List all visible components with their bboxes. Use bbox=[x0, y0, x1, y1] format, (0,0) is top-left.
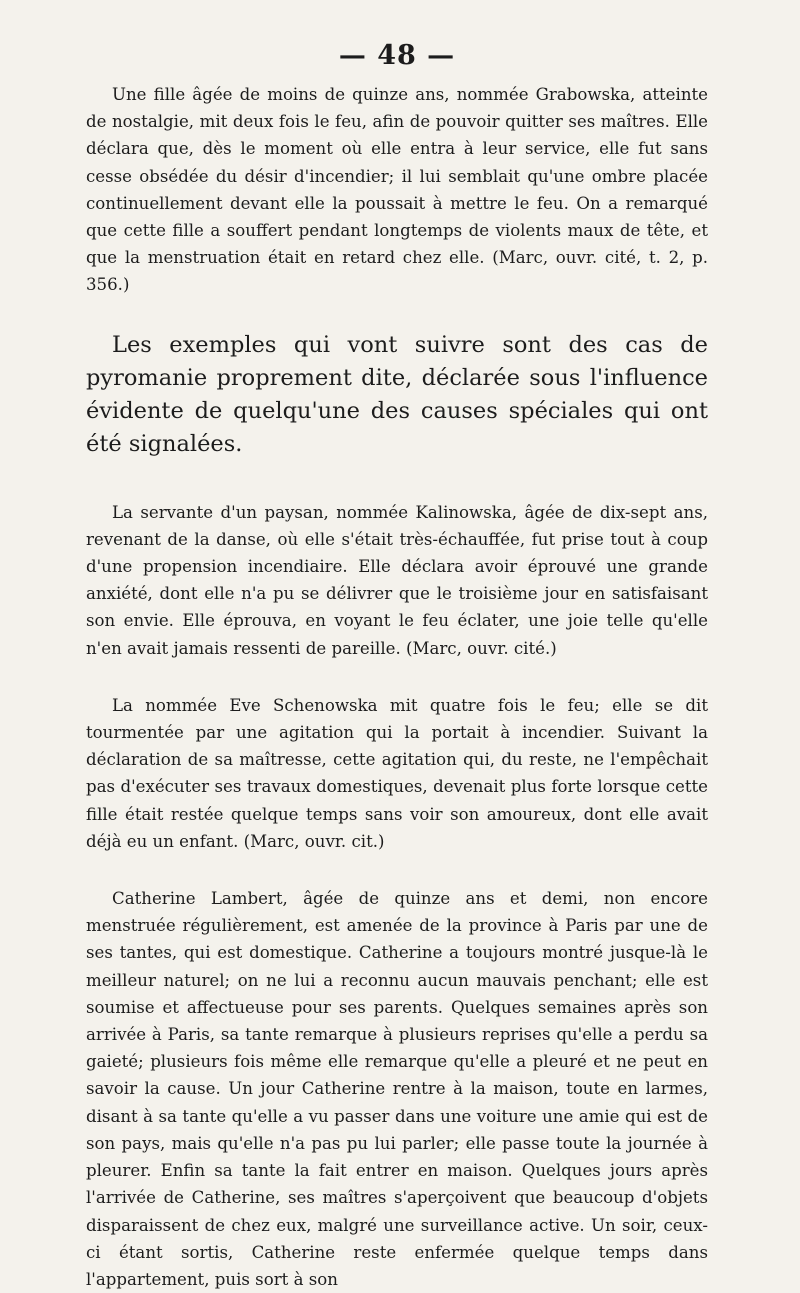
page-number: — 48 — bbox=[338, 40, 456, 71]
paragraph-catherine-lambert: Catherine Lambert, âgée de quinze ans et demi, non encore menstruée régulièrement, est amenée de la province à Paris par une de ses tantes, qui est domestique. Catherine a toujours montré jusque-là le meilleur naturel; on ne lui a reconnu aucun mauvais penchant; elle est soumise et affectueuse pour ses parents. Quelques semaines après son arrivée à Paris, sa tante remarque à plusieurs reprises qu'elle a perdu sa gaieté; plusieurs fois même elle remarque qu'elle a pleuré et ne peut en savoir la cause. Un jour Catherine rentre à la maison, toute en larmes, disant à sa tante qu'elle a vu passer dans une voiture une amie qui est de son pays, mais qu'elle n'a pas pu lui parler; elle passe toute la journée à pleurer. Enfin sa tante la fait entrer en maison. Quelques jours après l'arrivée de Catherine, ses maîtres s'aperçoivent que beaucoup d'objets disparaissent de chez eux, malgré une surveillance active. Un soir, ceux-ci étant sortis, Catherine reste enfermée quelque temps dans l'appartement, puis sort à son bbox=[86, 889, 708, 1289]
paragraph-kalinowska: La servante d'un paysan, nommée Kalinowska, âgée de dix-sept ans, revenant de la danse, où elle s'était très-échauffée, fut prise tout à coup d'une propension incendiaire. Elle déclara avoir éprouvé une grande anxiété, dont elle n'a pu se délivrer que le troisième jour en satisfaisant son envie. Elle éprouva, en voyant le feu éclater, une joie telle qu'elle n'en avait jamais ressenti de pareille. (Marc, ouvr. cité.) bbox=[86, 502, 708, 658]
paragraph-grabowska: Une fille âgée de moins de quinze ans, nommée Grabowska, atteinte de nostalgie, mit deux fois le feu, afin de pouvoir quitter ses maîtres. Elle déclara que, dès le moment où elle entra à leur service, elle fut sans cesse obsédée du désir d'incendier; il lui semblait qu'une ombre placée continuellement devant elle la poussait à mettre le feu. On a remarqué que cette fille a souffert pendant longtemps de violents maux de tête, et que la menstruation était en retard chez elle. (Marc, ouvr. cité, t. 2, p. 356.) bbox=[86, 85, 708, 295]
paragraph-schenowska: La nommée Eve Schenowska mit quatre fois le feu; elle se dit tourmentée par une agitation qui la portait à incendier. Suivant la déclaration de sa maîtresse, cette agitation qui, du reste, ne l'empêchait pas d'exécuter ses travaux domestiques, devenait plus forte lorsque cette fille était restée quelque temps sans voir son amoureux, dont elle avait déjà eu un enfant. (Marc, ouvr. cit.) bbox=[86, 695, 708, 851]
paragraph-pyromanie-intro: Les exemples qui vont suivre sont des cas de pyromanie proprement dite, déclarée sous l'influence évidente de quelqu'une des causes spéciales qui ont été signalées. bbox=[86, 331, 708, 457]
